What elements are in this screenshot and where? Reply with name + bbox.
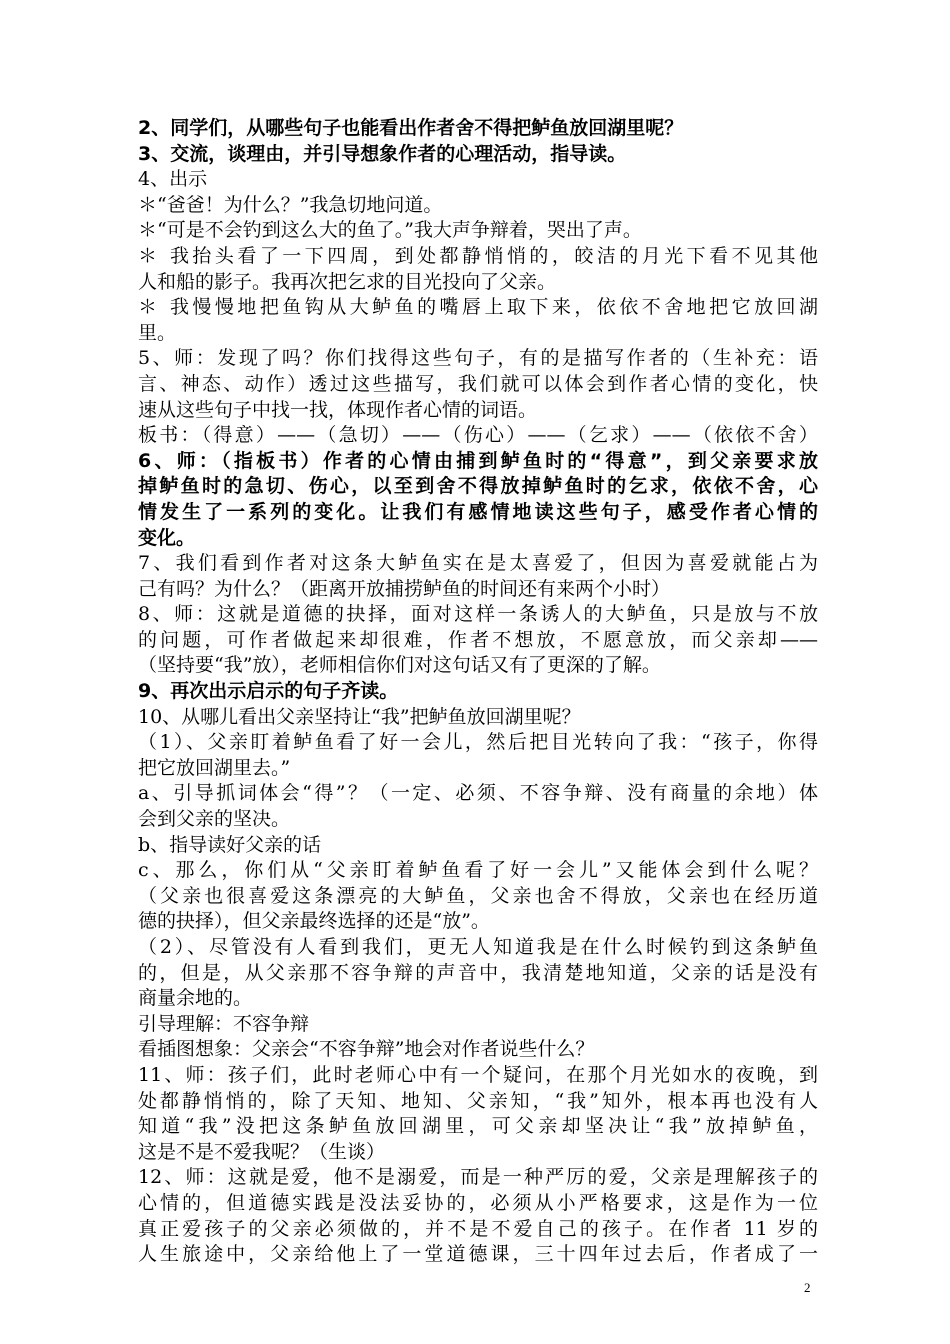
text-line: ＊ 我抬头看了一下四周，到处都静悄悄的，皎洁的月光下看不见其他 [138,244,818,267]
text-line: 情发生了一系列的变化。让我们有感情地读这些句子，感受作者心情的 [138,500,818,523]
text-line: 的问题，可作者做起来却很难，作者不想放，不愿意放，而父亲却—— [138,628,818,651]
text-line: 知道“我”没把这条鲈鱼放回湖里，可父亲却坚决让“我”放掉鲈鱼， [138,1115,818,1138]
text-line: 4、出示 [138,168,208,191]
text-line: 真正爱孩子的父亲必须做的，并不是不爱自己的孩子。在作者 11 岁的 [138,1217,818,1240]
text-line: 的，但是，从父亲那不容争辩的声音中，我清楚地知道，父亲的话是没有 [138,961,818,984]
text-line: 己有吗？为什么？（距离开放捕捞鲈鱼的时间还有来两个小时） [138,577,671,600]
text-line: 9、再次出示启示的句子齐读。 [138,680,399,703]
text-line: 人生旅途中，父亲给他上了一堂道德课，三十四年过去后，作者成了一 [138,1243,818,1266]
text-line: （2）、尽管没有人看到我们，更无人知道我是在什么时候钓到这条鲈鱼 [138,936,818,958]
text-line: 掉鲈鱼时的急切、伤心，以至到舍不得放掉鲈鱼时的乞求，依依不舍，心 [138,475,818,498]
text-line: ＊ 我慢慢地把鱼钩从大鲈鱼的嘴唇上取下来，依依不舍地把它放回湖 [138,296,818,319]
text-line: （1）、父亲盯着鲈鱼看了好一会儿，然后把目光转向了我：“孩子，你得 [138,731,818,754]
text-line: 10、从哪儿看出父亲坚持让“我”把鲈鱼放回湖里呢？ [138,705,581,728]
text-line: 5、师：发现了吗？你们找得这些句子，有的是描写作者的（生补充：语 [138,347,818,370]
text-line: 德的抉择），但父亲最终选择的还是“放”。 [138,910,490,933]
text-line: 引导理解：不容争辩 [138,1012,310,1035]
text-line: a、引导抓词体会“得”？（一定、必须、不容争辩、没有商量的余地）体 [138,782,818,805]
text-line: ＊“可是不会钓到这么大的鱼了。”我大声争辩着，哭出了声。 [138,219,642,242]
text-line: 处都静悄悄的，除了天知、地知、父亲知，“我”知外，根本再也没有人 [138,1089,818,1112]
text-line: 8、师：这就是道德的抉择，面对这样一条诱人的大鲈鱼，只是放与不放 [138,603,818,626]
text-line: 3、交流，谈理由，并引导想象作者的心理活动，指导读。 [138,142,627,165]
text-line: 人和船的影子。我再次把乞求的目光投向了父亲。 [138,270,557,293]
text-line: 2、同学们，从哪些句子也能看出作者舍不得把鲈鱼放回湖里呢？ [138,117,684,139]
text-line: 商量余地的。 [138,987,253,1010]
text-line: 这是不是不爱我呢？（生谈） [138,1140,386,1163]
document-body [138,116,818,1268]
text-line: c、那么，你们从“父亲盯着鲈鱼看了好一会儿”又能体会到什么呢？ [138,859,818,882]
text-line: 6、师：（指板书）作者的心情由捕到鲈鱼时的“得意”，到父亲要求放 [138,449,818,472]
text-line: 把它放回湖里去。” [138,756,291,779]
text-line: （坚持要“我”放），老师相信你们对这句话又有了更深的了解。 [138,654,661,677]
text-line: 速从这些句子中找一找，体现作者心情的词语。 [138,398,538,421]
text-line: 看插图想象：父亲会“不容争辩”地会对作者说些什么？ [138,1038,595,1061]
text-line: 心情的，但道德实践是没法妥协的，必须从小严格要求，这是作为一位 [138,1191,818,1214]
text-line: 变化。 [138,526,196,549]
text-line: 7、我们看到作者对这条大鲈鱼实在是太喜爱了，但因为喜爱就能占为 [138,552,818,575]
text-line: ＊“爸爸！为什么？”我急切地问道。 [138,193,443,216]
text-line: 会到父亲的坚决。 [138,808,291,831]
text-line: b、指导读好父亲的话 [138,833,322,856]
page-number: 2 [804,1280,811,1295]
text-line: 言、神态、动作）透过这些描写，我们就可以体会到作者心情的变化，快 [138,372,818,395]
text-line: 板书：（得意）——（急切）——（伤心）——（乞求）——（依依不舍） [138,424,818,447]
text-line: 12、师：这就是爱，他不是溺爱，而是一种严厉的爱，父亲是理解孩子的 [138,1166,818,1189]
text-line: 11、师：孩子们，此时老师心中有一个疑问，在那个月光如水的夜晚，到 [138,1063,818,1086]
text-line: （父亲也很喜爱这条漂亮的大鲈鱼，父亲也舍不得放，父亲也在经历道 [138,884,818,907]
text-line: 里。 [138,321,177,344]
